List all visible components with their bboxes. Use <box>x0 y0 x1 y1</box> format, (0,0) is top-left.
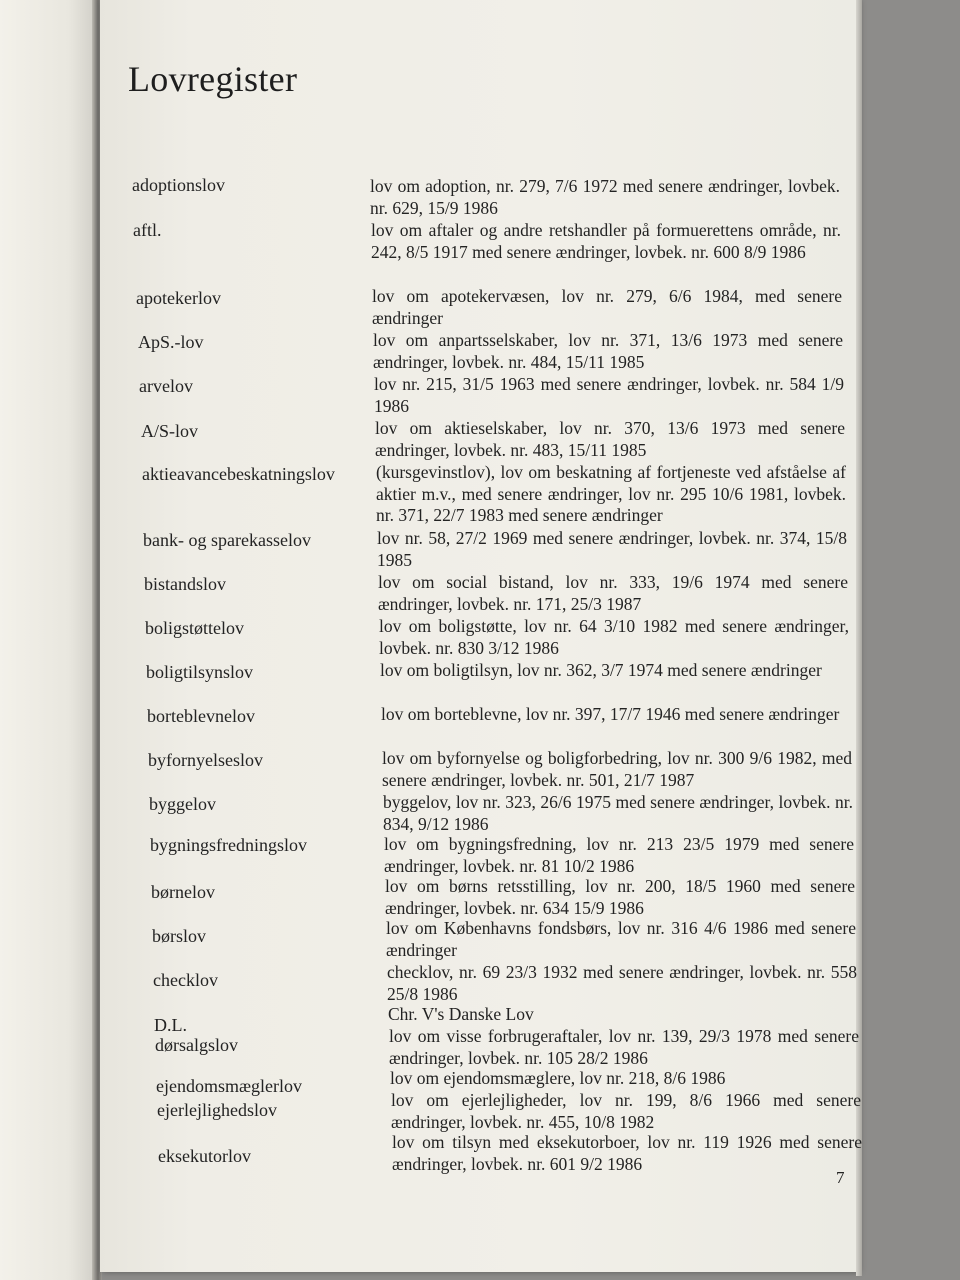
entry-term: byfornyelseslov <box>148 750 263 770</box>
entry-description: lov om byfornyelse og boligforbedring, lov nr. 300 9/6 1982, med senere ændringer, lovbek. nr. 501, 21/7 1987 <box>382 748 852 790</box>
entry-term: aktieavancebeskatningslov <box>142 464 335 484</box>
entry-term: ejerlejlighedslov <box>157 1100 277 1120</box>
entry-description: lov om anpartsselskaber, lov nr. 371, 13/6 1973 med senere ændringer, lovbek. nr. 484, 15/11 1985 <box>373 330 843 372</box>
entry-description: lov om Københavns fondsbørs, lov nr. 316 4/6 1986 med senere ændringer <box>386 918 856 960</box>
entry-description: lov om ejendomsmæglere, lov nr. 218, 8/6 1986 <box>390 1068 726 1088</box>
entry-term: A/S-lov <box>141 421 199 441</box>
entry-term: D.L. <box>154 1015 187 1035</box>
entry-description: lov om ejerlejligheder, lov nr. 199, 8/6 1966 med senere ændringer, lovbek. nr. 455, 10/8 1982 <box>391 1090 861 1132</box>
entry-term: dørsalgslov <box>155 1035 238 1055</box>
entry-term: arvelov <box>139 376 193 396</box>
entry-term: adoptionslov <box>132 175 225 195</box>
entry-term: eksekutorlov <box>158 1146 251 1166</box>
entry-description: lov om boligtilsyn, lov nr. 362, 3/7 1974 med senere ændringer <box>380 660 822 680</box>
entry-description: lov om aktieselskaber, lov nr. 370, 13/6 1973 med senere ændringer, lovbek. nr. 483, 15/11 1985 <box>375 418 845 460</box>
entry-term: bygningsfredningslov <box>150 835 307 855</box>
entry-description: checklov, nr. 69 23/3 1932 med senere ændringer, lovbek. nr. 558 25/8 1986 <box>387 962 857 1004</box>
page-title: Lovregister <box>128 59 298 99</box>
entry-description: lov om social bistand, lov nr. 333, 19/6 1974 med senere ændringer, lovbek. nr. 171, 25/3 1987 <box>378 572 848 614</box>
entry-term: bistandslov <box>144 574 227 594</box>
entry-description: byggelov, lov nr. 323, 26/6 1975 med senere ændringer, lovbek. nr. 834, 9/12 1986 <box>383 792 853 834</box>
entry-description: lov om børns retsstilling, lov nr. 200, 18/5 1960 med senere ændringer, lovbek. nr. 634 15/9 1986 <box>385 876 855 918</box>
entry-term: boligstøttelov <box>145 618 244 638</box>
entry-term: borteblevnelov <box>147 706 255 726</box>
entry-description: lov om apotekervæsen, lov nr. 279, 6/6 1984, med senere ændringer <box>372 286 842 328</box>
entry-description: lov om boligstøtte, lov nr. 64 3/10 1982 med senere ændringer, lovbek. nr. 830 3/12 1986 <box>379 616 849 658</box>
entry-term: boligtilsynslov <box>146 662 254 682</box>
page-number: 7 <box>836 1168 845 1187</box>
entry-term: ejendomsmæglerlov <box>156 1076 302 1096</box>
entry-description: lov om visse forbrugeraftaler, lov nr. 139, 29/3 1978 med senere ændringer, lovbek. nr. 105 28/2 1986 <box>389 1026 859 1068</box>
entry-term: børnelov <box>151 882 215 902</box>
entry-description: (kursgevinstlov), lov om beskatning af fortjeneste ved afståelse af aktier m.v., med senere ændringer, lov nr. 295 10/6 1981, lovbek. nr. 371, 22/7 1983 med senere ændringer <box>376 462 846 525</box>
entry-description: lov om aftaler og andre retshandler på formuerettens område, nr. 242, 8/5 1917 med senere ændringer, lovbek. nr. 600 8/9 1986 <box>371 220 841 262</box>
entry-term: børslov <box>152 926 206 946</box>
entry-term: apotekerlov <box>136 288 221 308</box>
entry-description: lov om adoption, nr. 279, 7/6 1972 med senere ændringer, lovbek. nr. 629, 15/9 1986 <box>370 176 840 218</box>
entry-description: lov om bygningsfredning, lov nr. 213 23/5 1979 med senere ændringer, lovbek. nr. 81 10/2 1986 <box>384 834 854 876</box>
entry-description: lov nr. 215, 31/5 1963 med senere ændringer, lovbek. nr. 584 1/9 1986 <box>374 374 844 416</box>
entry-description: lov nr. 58, 27/2 1969 med senere ændringer, lovbek. nr. 374, 15/8 1985 <box>377 528 847 570</box>
entry-term: checklov <box>153 970 218 990</box>
entry-description: Chr. V's Danske Lov <box>388 1004 534 1024</box>
entry-term: byggelov <box>149 794 216 814</box>
entry-term: ApS.-lov <box>138 332 204 352</box>
entry-description: lov om tilsyn med eksekutorboer, lov nr. 119 1926 med senere ændringer, lovbek. nr. 601 9/2 1986 <box>392 1132 862 1174</box>
entry-description: lov om borteblevne, lov nr. 397, 17/7 1946 med senere ændringer <box>381 704 840 724</box>
entry-term: aftl. <box>133 220 162 240</box>
entry-term: bank- og sparekasselov <box>143 530 311 550</box>
